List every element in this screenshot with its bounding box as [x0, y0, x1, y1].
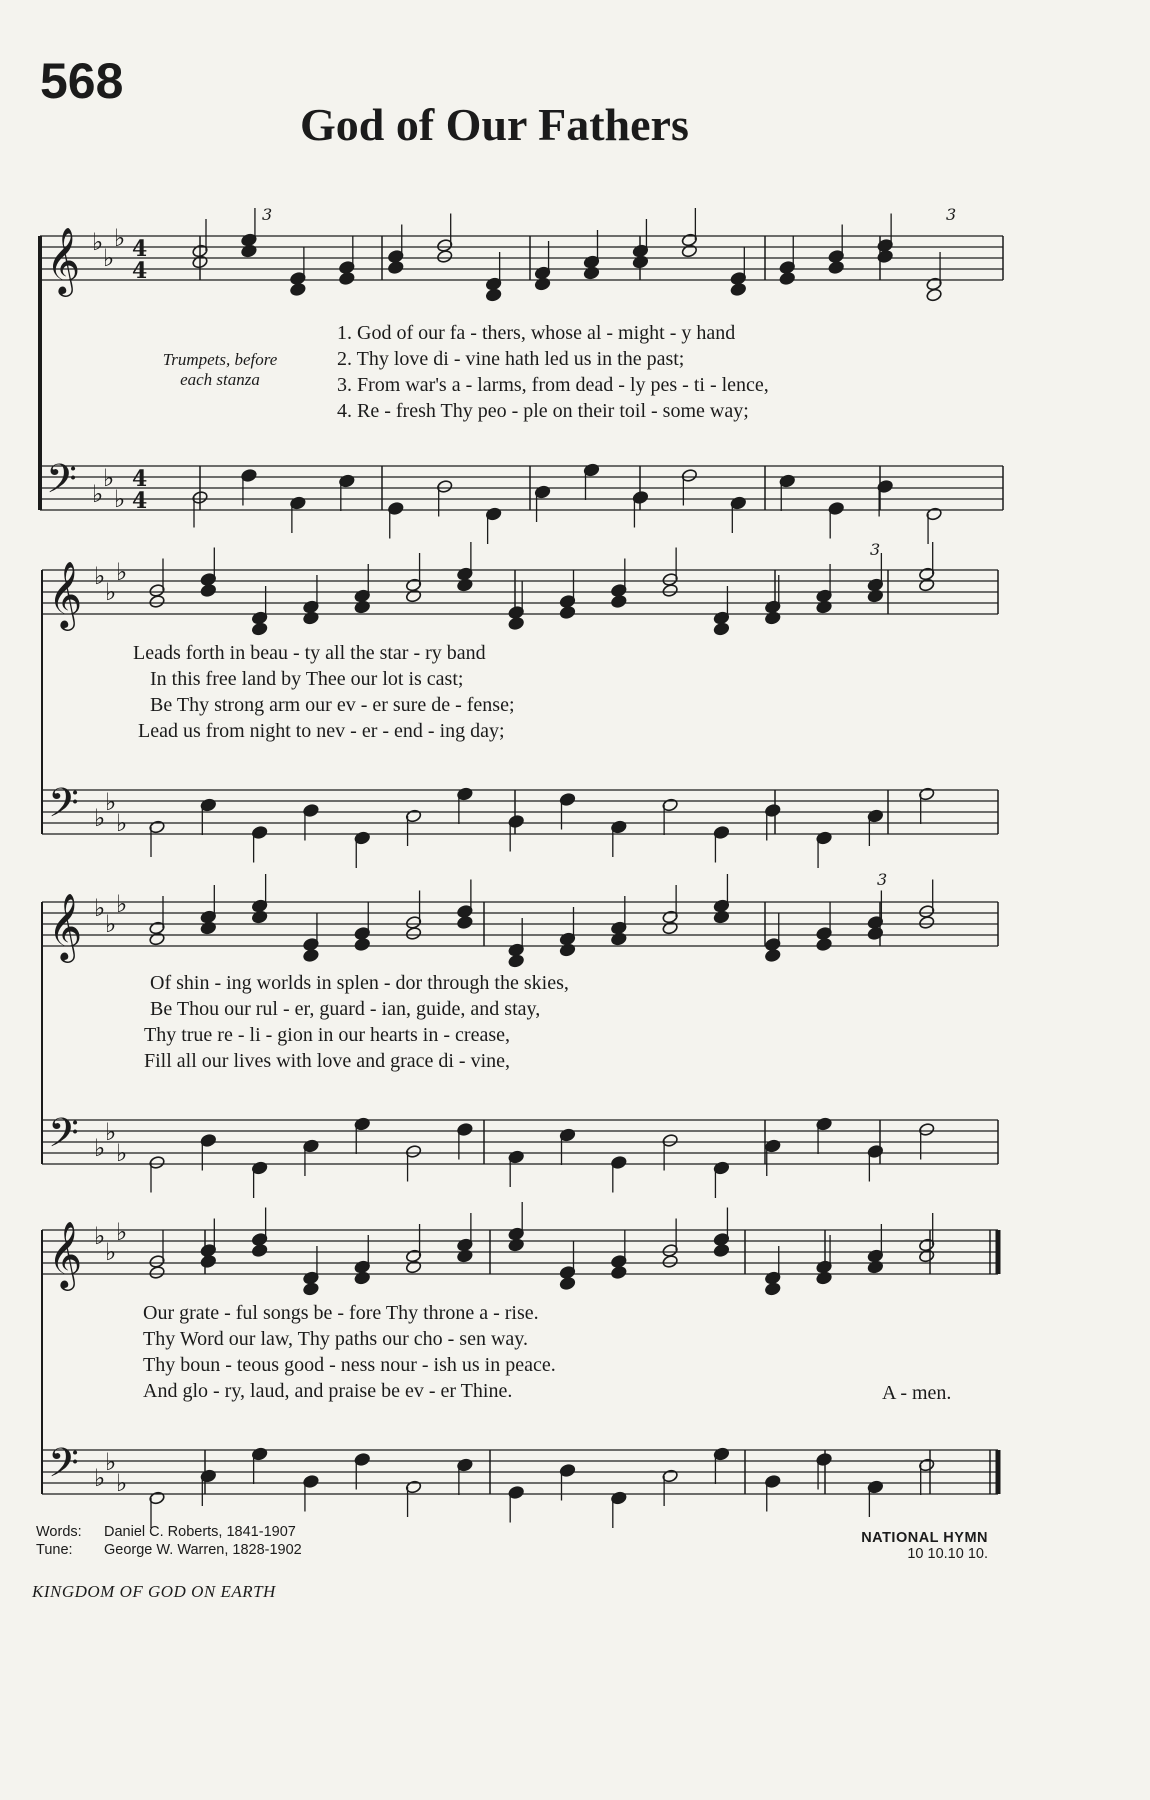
note-head: [867, 926, 884, 940]
time-signature: 4: [132, 488, 148, 514]
note-head: [405, 589, 422, 603]
triplet-mark: 3: [870, 540, 881, 559]
lyric-s3-v4: Fill all our lives with love and grace di - vine,: [144, 1050, 511, 1072]
treble-clef-icon: 𝄞: [48, 560, 83, 628]
note-head: [632, 255, 649, 269]
flat-sign: ♭: [103, 244, 115, 272]
flat-sign: ♭: [92, 228, 104, 256]
words-label: Words:: [36, 1524, 82, 1540]
instruction-line-1: Trumpets, before: [162, 350, 278, 369]
flat-sign: ♭: [105, 1238, 117, 1266]
note-head: [457, 915, 474, 929]
note-head: [241, 244, 258, 258]
note-head: [508, 616, 525, 630]
note-head: [764, 1282, 781, 1296]
note-head: [662, 921, 679, 935]
trumpets-instruction: [130, 350, 310, 390]
flat-sign: ♭: [94, 804, 106, 832]
note-head: [918, 578, 935, 592]
treble-clef-icon: 𝄞: [46, 226, 81, 294]
note-head: [926, 288, 943, 302]
note-head: [764, 611, 781, 625]
lyric-s1-v3: 3. From war's a - larms, from dead - ly pes - ti - lence,: [337, 374, 769, 396]
note-head: [200, 583, 217, 597]
note-head: [436, 249, 453, 263]
lyric-s2-v4: Lead us from night to nev - er - end - ing day;: [138, 720, 505, 742]
note-head: [918, 1249, 935, 1263]
note-head: [387, 260, 404, 274]
lyric-s3-v1: Of shin - ing worlds in splen - dor through the skies,: [150, 972, 569, 994]
note-head: [611, 1265, 628, 1279]
time-signature: 4: [132, 466, 148, 492]
note-head: [662, 1254, 679, 1268]
treble-clef-icon: 𝄞: [48, 1220, 83, 1288]
note-head: [713, 1243, 730, 1257]
lyric-s4-v3: Thy boun - teous good - ness nour - ish us in peace.: [143, 1354, 556, 1376]
note-head: [251, 1243, 268, 1257]
note-head: [251, 910, 268, 924]
note-head: [713, 910, 730, 924]
meter: 10 10.10 10.: [907, 1546, 988, 1562]
note-head: [303, 1282, 320, 1296]
flat-sign: ♭: [94, 1134, 106, 1162]
flat-sign: ♭: [105, 788, 117, 816]
words-author: Daniel C. Roberts, 1841-1907: [104, 1524, 296, 1540]
credits-authors: [104, 1524, 302, 1560]
credits-labels: [36, 1524, 82, 1560]
flat-sign: ♭: [105, 1448, 117, 1476]
note-head: [290, 282, 307, 296]
note-head: [764, 948, 781, 962]
flat-sign: ♭: [116, 890, 128, 918]
lyric-s3-v2: Be Thou our rul - er, guard - ian, guide, and stay,: [150, 998, 541, 1020]
instruction-line-2: each stanza: [180, 370, 260, 389]
hymn-title: God of Our Fathers: [300, 99, 689, 150]
note-head: [354, 937, 371, 951]
tune-label: Tune:: [36, 1542, 73, 1558]
note-head: [681, 244, 698, 258]
time-signature: 4: [132, 236, 148, 262]
note-head: [611, 594, 628, 608]
tune-name: NATIONAL HYMN: [861, 1530, 988, 1546]
note-head: [559, 1276, 576, 1290]
note-head: [730, 282, 747, 296]
note-head: [534, 277, 551, 291]
flat-sign: ♭: [94, 562, 106, 590]
note-head: [559, 605, 576, 619]
note-head: [918, 915, 935, 929]
tune-author: George W. Warren, 1828-1902: [104, 1542, 302, 1558]
flat-sign: ♭: [105, 1118, 117, 1146]
treble-clef-icon: 𝄞: [48, 892, 83, 960]
note-head: [485, 288, 502, 302]
note-head: [200, 921, 217, 935]
note-head: [303, 948, 320, 962]
lyric-s2-v3: Be Thy strong arm our ev - er sure de - fense;: [150, 694, 515, 716]
lyric-s1-v1: 1. God of our fa - thers, whose al - might - y hand: [337, 322, 736, 344]
tune-info: [760, 1530, 988, 1562]
triplet-mark: 3: [946, 205, 957, 224]
note-head: [559, 943, 576, 957]
note-head: [149, 594, 166, 608]
lyric-s3-v3: Thy true re - li - gion in our hearts in - crease,: [144, 1024, 510, 1046]
lyric-s4-v1: Our grate - ful songs be - fore Thy throne a - rise.: [143, 1302, 539, 1324]
flat-sign: ♭: [116, 558, 128, 586]
time-signature: 4: [132, 258, 148, 284]
note-head: [867, 1260, 884, 1274]
note-head: [405, 926, 422, 940]
flat-sign: ♭: [94, 894, 106, 922]
note-head: [303, 611, 320, 625]
lyric-s2-v2: In this free land by Thee our lot is cast;: [150, 668, 464, 690]
note-head: [583, 266, 600, 280]
note-head: [779, 271, 796, 285]
note-head: [200, 1254, 217, 1268]
note-head: [149, 1265, 166, 1279]
note-head: [354, 600, 371, 614]
lyric-s2-v1: Leads forth in beau - ty all the star - ry band: [133, 642, 486, 664]
note-head: [816, 1271, 833, 1285]
amen-lyric: A - men.: [882, 1382, 952, 1404]
flat-sign: ♭: [92, 480, 104, 508]
lyric-s4-v4: And glo - ry, laud, and praise be ev - er Thine.: [143, 1380, 513, 1402]
note-head: [816, 600, 833, 614]
bass-clef-icon: 𝄢: [46, 456, 77, 512]
note-head: [662, 583, 679, 597]
bass-clef-icon: 𝄢: [48, 780, 79, 836]
bass-clef-icon: 𝄢: [48, 1110, 79, 1166]
note-head: [251, 622, 268, 636]
note-head: [405, 1260, 422, 1274]
note-head: [816, 937, 833, 951]
triplet-mark: 3: [262, 205, 273, 224]
category-heading: KINGDOM OF GOD ON EARTH: [32, 1582, 276, 1601]
triplet-mark: 3: [877, 870, 888, 889]
note-head: [457, 1249, 474, 1263]
note-head: [508, 954, 525, 968]
hymn-number: 568: [40, 53, 124, 109]
flat-sign: ♭: [103, 464, 115, 492]
note-head: [457, 578, 474, 592]
note-head: [354, 1271, 371, 1285]
bass-clef-icon: 𝄢: [48, 1440, 79, 1496]
note-head: [611, 932, 628, 946]
flat-sign: ♭: [105, 910, 117, 938]
flat-sign: ♭: [116, 1469, 128, 1497]
flat-sign: ♭: [94, 1222, 106, 1250]
note-head: [867, 589, 884, 603]
flat-sign: ♭: [116, 1139, 128, 1167]
note-head: [508, 1238, 525, 1252]
lyric-s4-v2: Thy Word our law, Thy paths our cho - sen way.: [143, 1328, 528, 1350]
flat-sign: ♭: [116, 1218, 128, 1246]
lyric-s1-v2: 2. Thy love di - vine hath led us in the past;: [337, 348, 685, 370]
note-head: [828, 260, 845, 274]
flat-sign: ♭: [114, 485, 126, 513]
flat-sign: ♭: [114, 224, 126, 252]
flat-sign: ♭: [105, 578, 117, 606]
flat-sign: ♭: [94, 1464, 106, 1492]
flat-sign: ♭: [116, 809, 128, 837]
note-head: [713, 622, 730, 636]
note-head: [149, 932, 166, 946]
lyric-s1-v4: 4. Re - fresh Thy peo - ple on their toil - some way;: [337, 400, 749, 422]
note-head: [339, 271, 356, 285]
